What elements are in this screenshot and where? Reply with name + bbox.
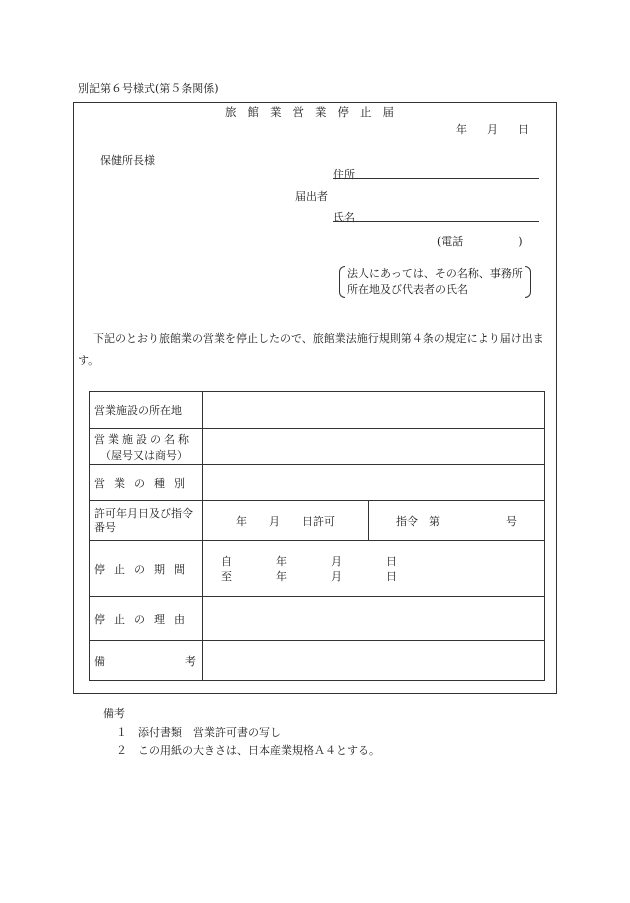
period-to: 至 年 月 日 xyxy=(221,569,397,583)
table-row xyxy=(90,501,545,541)
suspension-period-field[interactable] xyxy=(203,541,545,597)
remarks-label-right: 考 xyxy=(185,654,196,668)
table-row xyxy=(90,392,545,429)
business-type-field[interactable] xyxy=(203,465,545,501)
table-row xyxy=(90,641,545,681)
notes-title: 備考 xyxy=(103,707,125,720)
date-line xyxy=(456,121,529,137)
facility-name-label: 営業施設の名称 xyxy=(94,432,192,446)
note-item: １ 添付書類 営業許可書の写し xyxy=(116,726,281,739)
facility-name-sublabel: （屋号又は商号） xyxy=(100,448,188,462)
note-item: ２ この用紙の大きさは、日本産業規格Ａ４とする。 xyxy=(116,744,380,757)
permit-date-label: 許可年月日及び指令番号 xyxy=(90,501,203,541)
facility-location-field[interactable] xyxy=(203,392,545,429)
period-from: 自 年 月 日 xyxy=(221,554,397,568)
day-label: 日 xyxy=(518,123,529,136)
phone-field[interactable]: (電話 ) xyxy=(437,235,523,248)
order-number-field[interactable]: 指令 第 号 xyxy=(369,501,545,541)
facility-name-label-cell xyxy=(90,429,203,465)
left-bracket xyxy=(339,266,345,298)
suspension-reason-field[interactable] xyxy=(203,597,545,641)
recipient: 保健所長様 xyxy=(100,154,155,167)
notifier-label: 届出者 xyxy=(295,190,328,203)
suspension-reason-label: 停止の理由 xyxy=(90,597,203,641)
permit-date-field[interactable]: 年 月 日許可 xyxy=(203,501,369,541)
table-row xyxy=(90,597,545,641)
table-row xyxy=(90,541,545,597)
notice-body-text: 下記のとおり旅館業の営業を停止したので、旅館業法施行規則第４条の規定により届け出ます。 xyxy=(78,332,544,367)
suspension-period-label: 停止の期間 xyxy=(90,541,203,597)
remarks-label-left: 備 xyxy=(94,654,105,668)
address-field-line[interactable] xyxy=(333,178,539,179)
details-table xyxy=(89,391,545,681)
address-label: 住所 xyxy=(333,168,355,181)
remarks-label-cell xyxy=(90,641,203,681)
table-row xyxy=(90,429,545,465)
table-row xyxy=(90,465,545,501)
name-label: 氏名 xyxy=(333,211,355,224)
name-field-line[interactable] xyxy=(333,221,539,222)
remarks-field[interactable] xyxy=(203,641,545,681)
month-label: 月 xyxy=(487,123,498,136)
form-title: 旅館業営業停止届 xyxy=(225,105,405,119)
year-label: 年 xyxy=(456,123,467,136)
business-type-label: 営業の種別 xyxy=(90,465,203,501)
right-bracket xyxy=(525,266,531,298)
facility-name-field[interactable] xyxy=(203,429,545,465)
form-number-label: 別記第６号様式(第５条関係) xyxy=(78,82,219,95)
corporation-note: 法人にあっては、その名称、事務所所在地及び代表者の氏名 xyxy=(347,267,523,296)
facility-location-label: 営業施設の所在地 xyxy=(90,392,203,429)
